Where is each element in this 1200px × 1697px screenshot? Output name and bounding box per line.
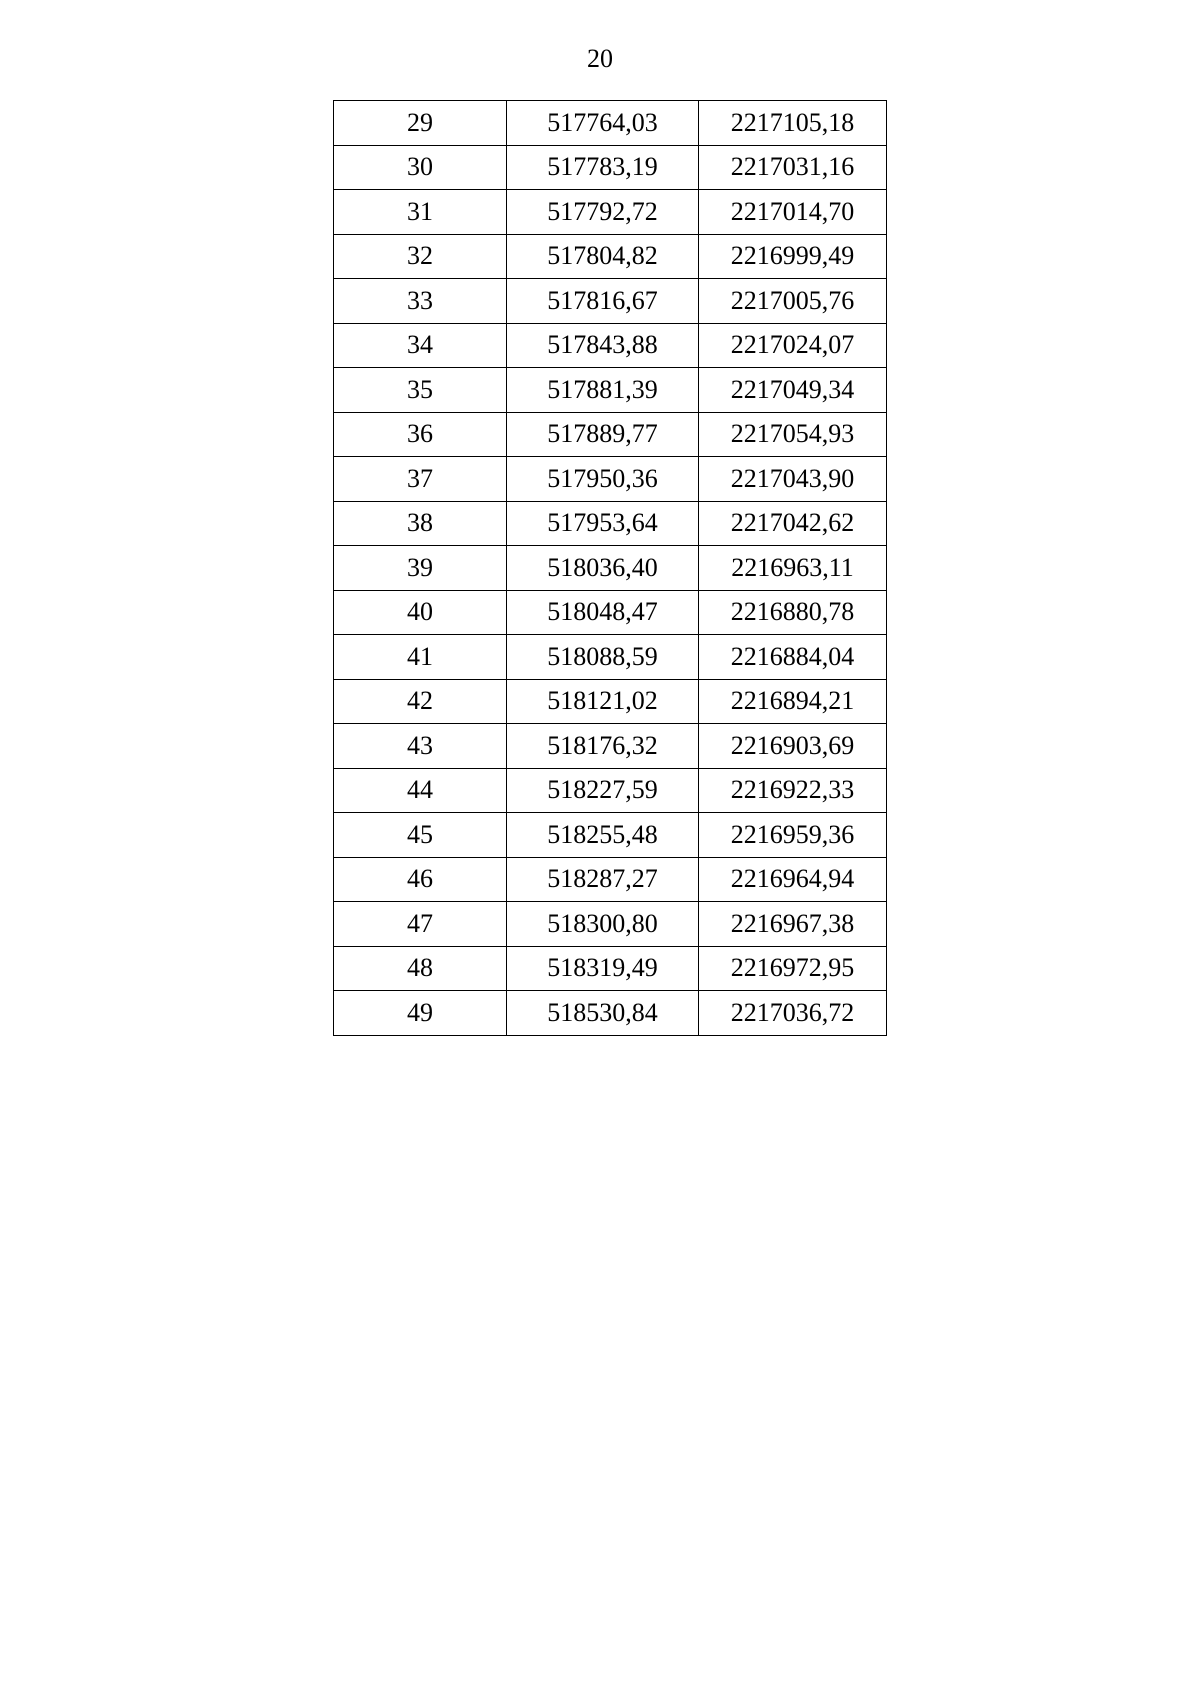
x-coordinate-cell: 518088,59 <box>507 635 699 680</box>
table-row <box>334 145 887 190</box>
x-coordinate-cell: 518227,59 <box>507 768 699 813</box>
x-coordinate-cell: 517881,39 <box>507 368 699 413</box>
x-coordinate-cell: 517783,19 <box>507 145 699 190</box>
table-row <box>334 724 887 769</box>
x-coordinate-cell: 517950,36 <box>507 457 699 502</box>
y-coordinate-cell: 2217024,07 <box>699 323 887 368</box>
x-coordinate-cell: 518255,48 <box>507 813 699 858</box>
point-number-cell: 30 <box>334 145 507 190</box>
table-row <box>334 590 887 635</box>
x-coordinate-cell: 517953,64 <box>507 501 699 546</box>
point-number-cell: 35 <box>334 368 507 413</box>
x-coordinate-cell: 518319,49 <box>507 946 699 991</box>
table-row <box>334 946 887 991</box>
x-coordinate-cell: 518530,84 <box>507 991 699 1036</box>
page-number: 20 <box>587 44 613 73</box>
x-coordinate-cell: 517764,03 <box>507 101 699 146</box>
y-coordinate-cell: 2216894,21 <box>699 679 887 724</box>
y-coordinate-cell: 2217054,93 <box>699 412 887 457</box>
y-coordinate-cell: 2216963,11 <box>699 546 887 591</box>
y-coordinate-cell: 2216880,78 <box>699 590 887 635</box>
table-row <box>334 501 887 546</box>
y-coordinate-cell: 2217049,34 <box>699 368 887 413</box>
x-coordinate-cell: 518300,80 <box>507 902 699 947</box>
y-coordinate-cell: 2217014,70 <box>699 190 887 235</box>
y-coordinate-cell: 2217042,62 <box>699 501 887 546</box>
x-coordinate-cell: 517889,77 <box>507 412 699 457</box>
table-row <box>334 457 887 502</box>
table-row <box>334 768 887 813</box>
y-coordinate-cell: 2216884,04 <box>699 635 887 680</box>
y-coordinate-cell: 2217036,72 <box>699 991 887 1036</box>
point-number-cell: 37 <box>334 457 507 502</box>
table-row <box>334 323 887 368</box>
table-row <box>334 991 887 1036</box>
x-coordinate-cell: 518036,40 <box>507 546 699 591</box>
table-row <box>334 368 887 413</box>
point-number-cell: 36 <box>334 412 507 457</box>
table-row <box>334 813 887 858</box>
point-number-cell: 40 <box>334 590 507 635</box>
table-row <box>334 546 887 591</box>
y-coordinate-cell: 2216999,49 <box>699 234 887 279</box>
y-coordinate-cell: 2216972,95 <box>699 946 887 991</box>
point-number-cell: 49 <box>334 991 507 1036</box>
coordinates-table <box>333 100 887 1036</box>
point-number-cell: 29 <box>334 101 507 146</box>
table-row <box>334 234 887 279</box>
y-coordinate-cell: 2216959,36 <box>699 813 887 858</box>
point-number-cell: 47 <box>334 902 507 947</box>
point-number-cell: 32 <box>334 234 507 279</box>
y-coordinate-cell: 2217043,90 <box>699 457 887 502</box>
y-coordinate-cell: 2216964,94 <box>699 857 887 902</box>
point-number-cell: 31 <box>334 190 507 235</box>
x-coordinate-cell: 518048,47 <box>507 590 699 635</box>
x-coordinate-cell: 518176,32 <box>507 724 699 769</box>
point-number-cell: 45 <box>334 813 507 858</box>
table-row <box>334 101 887 146</box>
y-coordinate-cell: 2216922,33 <box>699 768 887 813</box>
point-number-cell: 43 <box>334 724 507 769</box>
point-number-cell: 44 <box>334 768 507 813</box>
table-row <box>334 190 887 235</box>
x-coordinate-cell: 518121,02 <box>507 679 699 724</box>
point-number-cell: 42 <box>334 679 507 724</box>
point-number-cell: 48 <box>334 946 507 991</box>
table-row <box>334 279 887 324</box>
point-number-cell: 38 <box>334 501 507 546</box>
point-number-cell: 34 <box>334 323 507 368</box>
point-number-cell: 46 <box>334 857 507 902</box>
table-row <box>334 412 887 457</box>
x-coordinate-cell: 517792,72 <box>507 190 699 235</box>
y-coordinate-cell: 2216903,69 <box>699 724 887 769</box>
y-coordinate-cell: 2216967,38 <box>699 902 887 947</box>
point-number-cell: 39 <box>334 546 507 591</box>
x-coordinate-cell: 517843,88 <box>507 323 699 368</box>
table-row <box>334 857 887 902</box>
y-coordinate-cell: 2217031,16 <box>699 145 887 190</box>
y-coordinate-cell: 2217105,18 <box>699 101 887 146</box>
y-coordinate-cell: 2217005,76 <box>699 279 887 324</box>
table-row <box>334 902 887 947</box>
x-coordinate-cell: 517804,82 <box>507 234 699 279</box>
point-number-cell: 41 <box>334 635 507 680</box>
x-coordinate-cell: 518287,27 <box>507 857 699 902</box>
table-row <box>334 635 887 680</box>
table-row <box>334 679 887 724</box>
coordinates-table-body <box>334 101 887 1036</box>
point-number-cell: 33 <box>334 279 507 324</box>
x-coordinate-cell: 517816,67 <box>507 279 699 324</box>
